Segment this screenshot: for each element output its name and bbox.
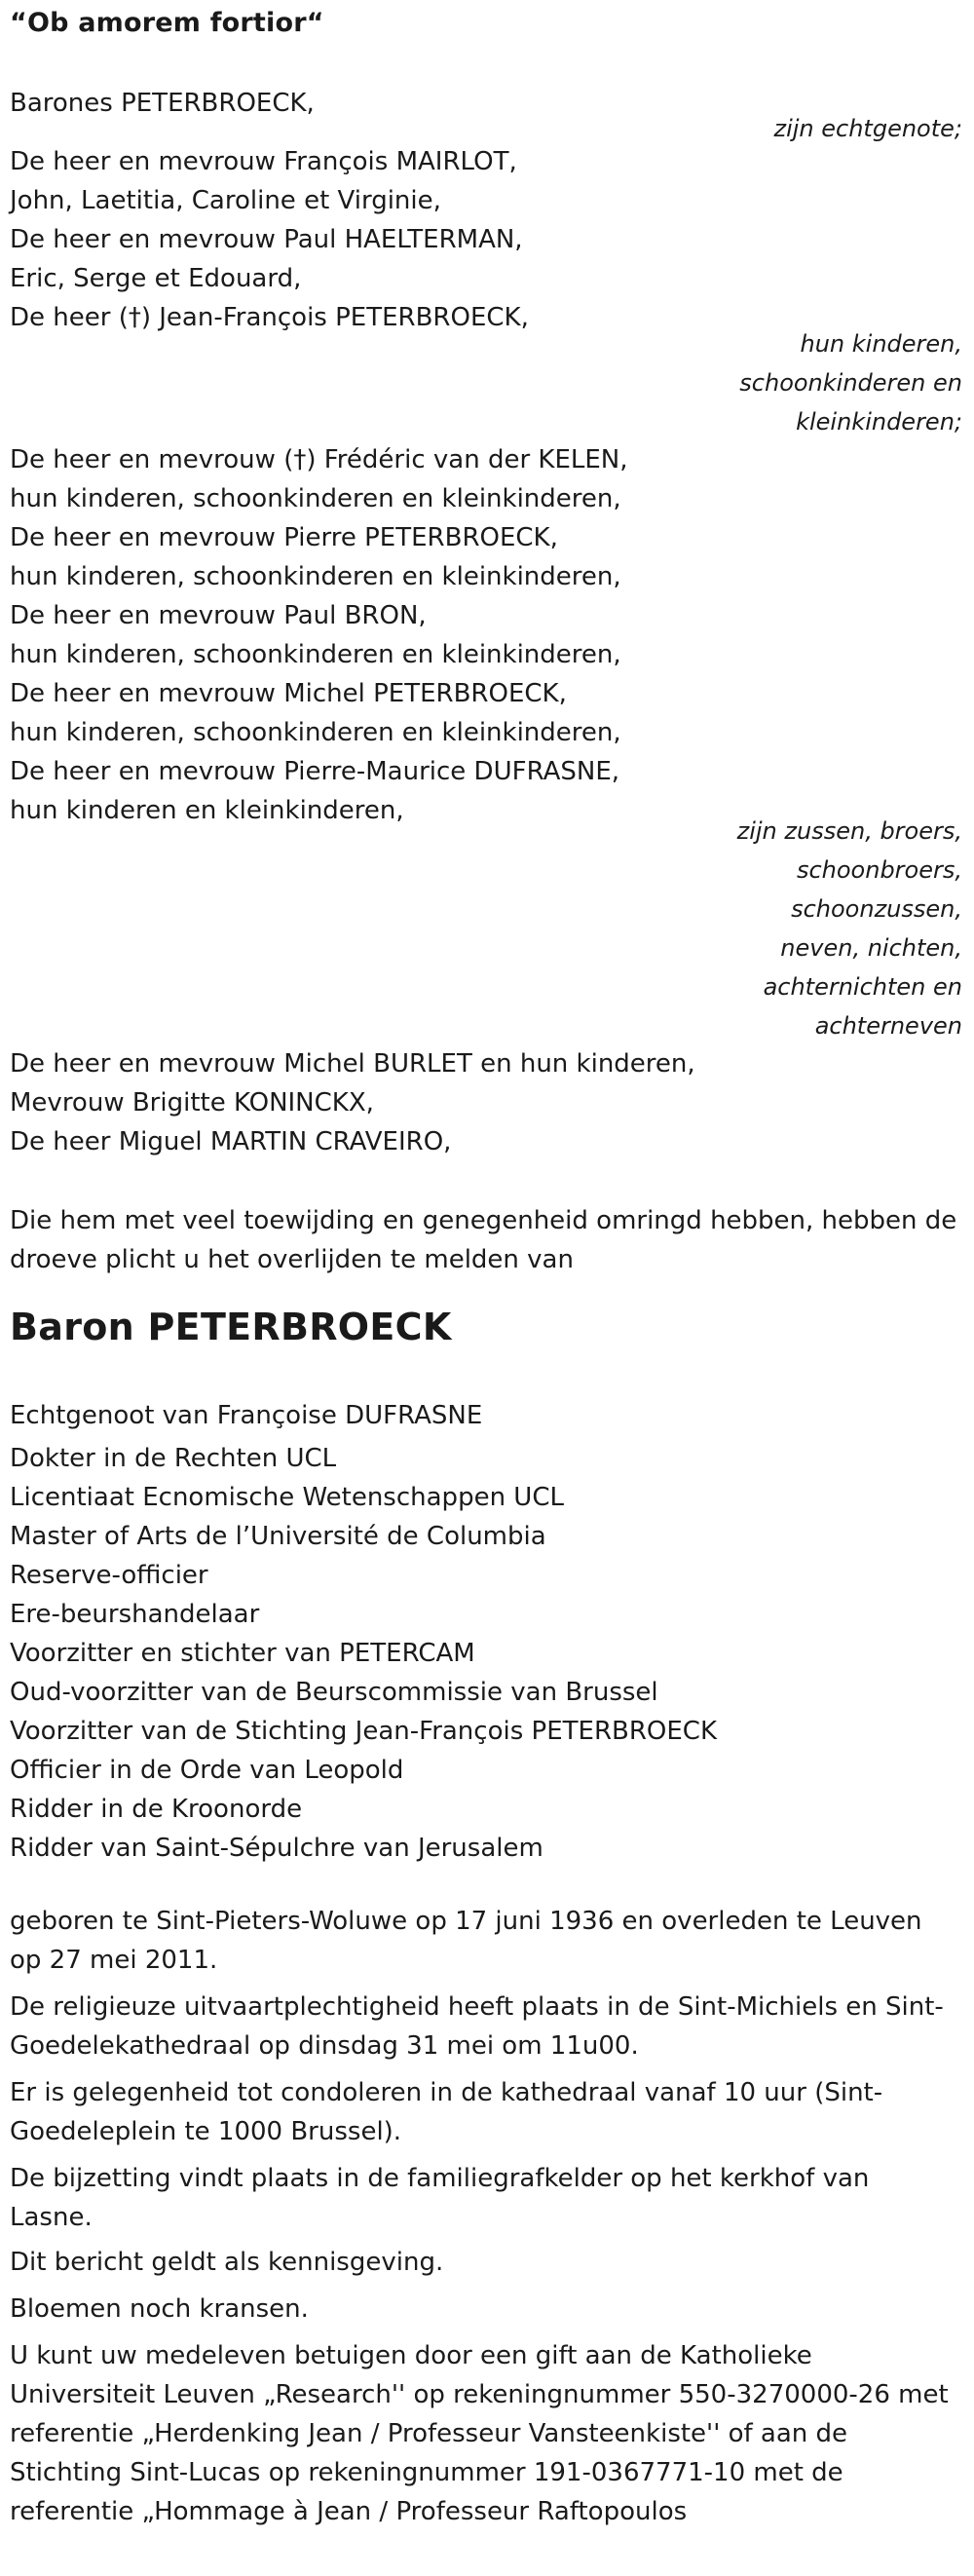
list-item: De heer en mevrouw Pierre-Maurice DUFRASNE, [10,757,620,786]
children-list [10,142,964,337]
motto: “Ob amorem fortior“ [10,8,324,38]
condolence-paragraph: Er is gelegenheid tot condoleren in de kathedraal vanaf 10 uur (Sint-Goedeleplein te 1000 Brussel). [10,2078,883,2146]
list-item: De heer en mevrouw Paul HAELTERMAN, [10,225,523,254]
list-item: John, Laetitia, Caroline et Virginie, [10,186,441,215]
title-item: Ere-beurshandelaar [10,1600,260,1629]
list-item: De heer (†) Jean-François PETERBROECK, [10,303,529,332]
announcement: Die hem met veel toewijding en genegenheid omringd hebben, hebben de droeve plicht u het overlijden te melden van [10,1206,957,1274]
title-item: Oud-voorzitter van de Beurscommissie van Brussel [10,1678,658,1707]
title-item: Licentiaat Ecnomische Wetenschappen UCL [10,1483,564,1512]
notice-paragraph: Dit bericht geldt als kennisgeving. [10,2248,444,2277]
title-item: Officier in de Orde van Leopold [10,1756,404,1785]
children-role [739,324,962,441]
role-line: neven, nichten, [780,934,962,962]
list-item: hun kinderen, schoonkinderen en kleinkinderen, [10,562,621,591]
list-item: hun kinderen, schoonkinderen en kleinkinderen, [10,640,621,669]
role-line: achternichten en [763,973,962,1001]
title-item: Voorzitter van de Stichting Jean-François PETERBROECK [10,1717,718,1746]
list-item: De heer en mevrouw Pierre PETERBROECK, [10,523,558,552]
list-item: hun kinderen, schoonkinderen en kleinkinderen, [10,484,621,513]
title-item: Master of Arts de l’Université de Columbia [10,1522,546,1551]
donation-paragraph: U kunt uw medeleven betuigen door een gift aan de Katholieke Universiteit Leuven „Research'' op rekeningnummer 550-3270000-26 met referentie „Herdenking Jean / Professeur Vansteenkiste'' of aan de Stichting Sint-Lucas op rekeningnummer 191-0367771-10 met de referentie „Hommage à Jean / Professeur Raftopoulos [10,2341,949,2526]
others-list [10,1044,964,1161]
siblings-list [10,440,964,830]
flowers-paragraph: Bloemen noch kransen. [10,2294,309,2324]
list-item: hun kinderen en kleinkinderen, [10,796,404,825]
spouse-role: zijn echtgenote; [773,115,962,142]
funeral-paragraph: De religieuze uitvaartplechtigheid heeft plaats in de Sint-Michiels en Sint-Goedelekathedraal op dinsdag 31 mei om 11u00. [10,1992,944,2061]
title-item: Reserve-officier [10,1561,208,1590]
list-item: De heer Miguel MARTIN CRAVEIRO, [10,1127,452,1156]
list-item: De heer en mevrouw Michel BURLET en hun kinderen, [10,1049,695,1079]
deceased-name: Baron PETERBROECK [10,1306,452,1348]
role-line: zijn zussen, broers, [736,817,962,845]
title-item: Echtgenoot van Françoise DUFRASNE [10,1401,483,1430]
list-item: Eric, Serge et Edouard, [10,264,302,293]
title-item: Voorzitter en stichter van PETERCAM [10,1639,475,1668]
titles-list [10,1396,964,1868]
title-item: Ridder in de Kroonorde [10,1795,303,1824]
list-item: De heer en mevrouw (†) Frédéric van der KELEN, [10,445,628,474]
title-item: Ridder van Saint-Sépulchre van Jerusalem [10,1834,543,1863]
role-line: schoonkinderen en [739,369,962,397]
role-line: schoonzussen, [791,895,962,923]
birth-death-paragraph: geboren te Sint-Pieters-Woluwe op 17 juni 1936 en overleden te Leuven op 27 mei 2011. [10,1907,922,1975]
role-line: kleinkinderen; [796,408,962,436]
role-line: hun kinderen, [800,330,962,358]
list-item: De heer en mevrouw François MAIRLOT, [10,147,517,176]
list-item: Mevrouw Brigitte KONINCKX, [10,1088,374,1118]
list-item: De heer en mevrouw Michel PETERBROECK, [10,679,567,708]
siblings-role [737,812,962,1045]
spouse-line: Barones PETERBROECK, [10,89,315,118]
role-line: achterneven [814,1012,962,1040]
burial-paragraph: De bijzetting vindt plaats in de familiegrafkelder op het kerkhof van Lasne. [10,2164,870,2232]
role-line: schoonbroers, [796,856,962,884]
list-item: De heer en mevrouw Paul BRON, [10,601,427,630]
title-item: Dokter in de Rechten UCL [10,1444,337,1473]
list-item: hun kinderen, schoonkinderen en kleinkinderen, [10,718,621,747]
